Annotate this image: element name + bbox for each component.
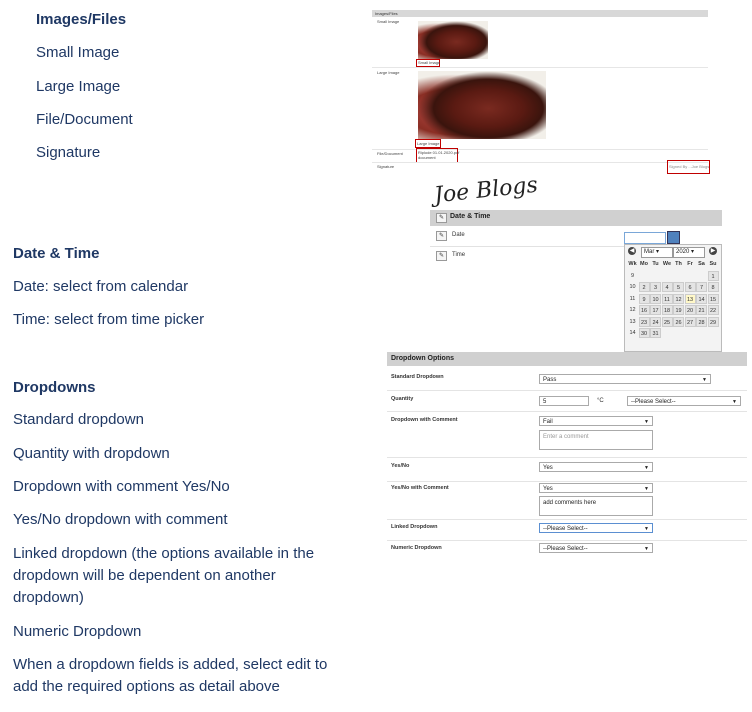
- small-image-photo[interactable]: [418, 21, 488, 59]
- calendar-week-number: 14: [629, 330, 636, 336]
- calendar-day[interactable]: 26: [673, 317, 684, 327]
- datetime-item-time: Time: select from time picker: [13, 311, 205, 328]
- chevron-down-icon: ▼: [644, 486, 649, 492]
- chevron-down-icon: ▼: [644, 546, 649, 552]
- large-image-photo[interactable]: [418, 71, 546, 139]
- yes-no-comment-value: Yes: [543, 486, 553, 492]
- calendar-header-cell: Wk: [628, 261, 637, 267]
- datetime-screenshot: [430, 210, 722, 352]
- calendar-day[interactable]: 29: [708, 317, 719, 327]
- time-label: Time: [452, 252, 466, 258]
- numeric-dropdown-label: Numeric Dropdown: [391, 545, 442, 551]
- signature-caption: Signed By ...Joe Blogs: [669, 164, 710, 169]
- signature-label: Signature: [377, 164, 395, 169]
- calendar-day[interactable]: 6: [685, 282, 696, 292]
- calendar-popup: [624, 244, 722, 352]
- calendar-day[interactable]: 24: [650, 317, 661, 327]
- quantity-unit-select[interactable]: [627, 396, 741, 406]
- dropdowns-item-standard: Standard dropdown: [13, 411, 144, 428]
- chevron-down-icon: ▼: [644, 419, 649, 425]
- standard-dropdown-select[interactable]: [539, 374, 711, 384]
- year-value: 2020: [676, 249, 690, 255]
- calendar-icon[interactable]: [667, 231, 680, 244]
- calendar-header-cell: Tu: [652, 261, 659, 267]
- comment-textarea[interactable]: Enter a comment: [539, 430, 653, 450]
- calendar-day[interactable]: 12: [673, 294, 684, 304]
- calendar-day[interactable]: 5: [673, 282, 684, 292]
- calendar-day[interactable]: 22: [708, 305, 719, 315]
- chevron-down-icon: ▼: [702, 377, 707, 383]
- large-image-label: Large Image: [377, 70, 400, 75]
- next-month-icon[interactable]: ▶: [710, 248, 716, 254]
- calendar-header-cell: Su: [709, 261, 717, 267]
- images-item-file: File/Document: [36, 111, 133, 128]
- calendar-day[interactable]: 18: [662, 305, 673, 315]
- calendar-day[interactable]: 16: [639, 305, 650, 315]
- dropdowns-screenshot: [387, 352, 747, 562]
- calendar-day[interactable]: 17: [650, 305, 661, 315]
- calendar-day[interactable]: 2: [639, 282, 650, 292]
- yes-no-comment-textarea[interactable]: add comments here: [539, 496, 653, 516]
- calendar-week-number: 9: [630, 272, 635, 279]
- yes-no-select[interactable]: [539, 462, 653, 472]
- date-input[interactable]: [624, 232, 666, 244]
- calendar-day[interactable]: 7: [696, 282, 707, 292]
- linked-dropdown-label: Linked Dropdown: [391, 524, 438, 530]
- dropdowns-section-bar: [387, 352, 747, 366]
- year-select[interactable]: 2020 ▾: [673, 247, 705, 258]
- quantity-label: Quantity: [391, 396, 414, 402]
- images-item-small: Small Image: [36, 44, 120, 61]
- calendar-day[interactable]: 15: [708, 294, 719, 304]
- linked-dropdown-value: --Please Select--: [543, 526, 588, 532]
- calendar-day[interactable]: 23: [639, 317, 650, 327]
- edit-icon[interactable]: ✎: [436, 251, 447, 261]
- calendar-day[interactable]: 1: [708, 271, 719, 281]
- calendar-day[interactable]: 14: [696, 294, 707, 304]
- standard-dropdown-value: Pass: [543, 377, 557, 383]
- dropdowns-item-yesno-comment: Yes/No dropdown with comment: [13, 511, 228, 528]
- dropdown-with-comment-select[interactable]: [539, 416, 653, 426]
- calendar-day[interactable]: 11: [662, 294, 673, 304]
- chevron-down-icon: ▼: [644, 465, 649, 471]
- standard-dropdown-row: [387, 366, 747, 391]
- calendar-day[interactable]: 20: [685, 305, 696, 315]
- calendar-week-number: 12: [629, 307, 636, 313]
- large-image-caption: Large Image: [417, 141, 440, 146]
- yes-no-value: Yes: [543, 465, 553, 471]
- calendar-day[interactable]: 30: [639, 328, 650, 338]
- calendar-header-cell: Th: [675, 261, 682, 267]
- edit-icon[interactable]: ✎: [436, 213, 447, 223]
- chevron-down-icon: ▼: [644, 526, 649, 532]
- dropdowns-item-numeric: Numeric Dropdown: [13, 623, 142, 640]
- dropdowns-heading: Dropdowns: [13, 379, 96, 396]
- small-image-label: Small Image: [377, 19, 400, 24]
- divider: [372, 67, 708, 68]
- images-item-signature: Signature: [36, 144, 101, 161]
- images-section-title: Images/Files: [375, 11, 398, 16]
- divider: [372, 162, 708, 163]
- edit-icon[interactable]: ✎: [436, 231, 447, 241]
- datetime-section-bar: [430, 210, 722, 226]
- datetime-item-date: Date: select from calendar: [13, 278, 189, 295]
- images-screenshot: [372, 8, 710, 208]
- images-item-large: Large Image: [36, 78, 121, 95]
- linked-dropdown-select[interactable]: [539, 523, 653, 533]
- file-document-sub: document: [418, 155, 436, 160]
- calendar-day[interactable]: 9: [639, 294, 650, 304]
- dropdowns-section-title: Dropdown Options: [391, 355, 454, 362]
- yes-no-comment-select[interactable]: [539, 483, 653, 493]
- month-value: Mar: [644, 249, 655, 255]
- calendar-day[interactable]: 28: [696, 317, 707, 327]
- calendar-day[interactable]: 3: [650, 282, 661, 292]
- calendar-day[interactable]: 8: [708, 282, 719, 292]
- quantity-input[interactable]: 5: [539, 396, 589, 406]
- datetime-heading: Date & Time: [13, 245, 100, 262]
- dropdown-with-comment-row: [387, 411, 747, 458]
- numeric-dropdown-select[interactable]: [539, 543, 653, 553]
- file-document-name[interactable]: Riplode 01.01.2020.pdf: [418, 150, 460, 155]
- date-label: Date: [452, 232, 465, 238]
- calendar-day[interactable]: 21: [696, 305, 707, 315]
- dropdowns-item-edit-note: When a dropdown fields is added, select edit to add the required options as detail above: [13, 656, 328, 695]
- images-heading: Images/Files: [36, 11, 127, 28]
- calendar-week-number: 10: [629, 284, 636, 290]
- calendar-header-cell: Sa: [698, 261, 705, 267]
- dropdown-with-comment-value: Fail: [543, 419, 553, 425]
- prev-month-icon[interactable]: ◀: [629, 248, 635, 254]
- calendar-day[interactable]: 31: [650, 328, 661, 338]
- file-document-label: File/Document: [377, 151, 403, 156]
- calendar-day[interactable]: 4: [662, 282, 673, 292]
- calendar-day[interactable]: 10: [650, 294, 661, 304]
- chevron-down-icon: ▼: [732, 399, 737, 405]
- datetime-section-title: Date & Time: [450, 213, 491, 220]
- linked-dropdown-row: [387, 519, 747, 541]
- month-select[interactable]: Mar ▾: [641, 247, 673, 258]
- dropdowns-item-linked: Linked dropdown (the options available in the dropdown will be dependent on another dropdown): [13, 545, 315, 606]
- numeric-dropdown-row: [387, 540, 747, 560]
- dropdown-with-comment-label: Dropdown with Comment: [391, 417, 458, 423]
- calendar-header-cell: Fr: [687, 261, 693, 267]
- quantity-select-value: --Please Select--: [631, 399, 676, 405]
- yes-no-row: [387, 457, 747, 482]
- images-section-bar: [372, 10, 708, 17]
- numeric-dropdown-value: --Please Select--: [543, 546, 588, 552]
- small-image-caption: Small Image: [418, 60, 441, 65]
- yes-no-comment-label: Yes/No with Comment: [391, 485, 449, 491]
- quantity-row: [387, 390, 747, 412]
- calendar-day[interactable]: 19: [673, 305, 684, 315]
- calendar-week-number: 13: [629, 318, 636, 325]
- calendar-day[interactable]: 27: [685, 317, 696, 327]
- calendar-day[interactable]: 25: [662, 317, 673, 327]
- signature-drawing: Joe Blogs: [432, 172, 539, 209]
- calendar-day[interactable]: 13: [685, 294, 696, 304]
- dropdowns-item-quantity: Quantity with dropdown: [13, 445, 170, 462]
- standard-dropdown-label: Standard Dropdown: [391, 374, 444, 380]
- yes-no-comment-row: [387, 481, 747, 520]
- yes-no-label: Yes/No: [391, 463, 410, 469]
- calendar-header-cell: We: [662, 261, 672, 267]
- dropdowns-item-comment: Dropdown with comment Yes/No: [13, 478, 230, 495]
- calendar-header-cell: Mo: [640, 261, 648, 267]
- calendar-week-number: 11: [629, 295, 636, 302]
- quantity-unit: °C: [597, 398, 604, 404]
